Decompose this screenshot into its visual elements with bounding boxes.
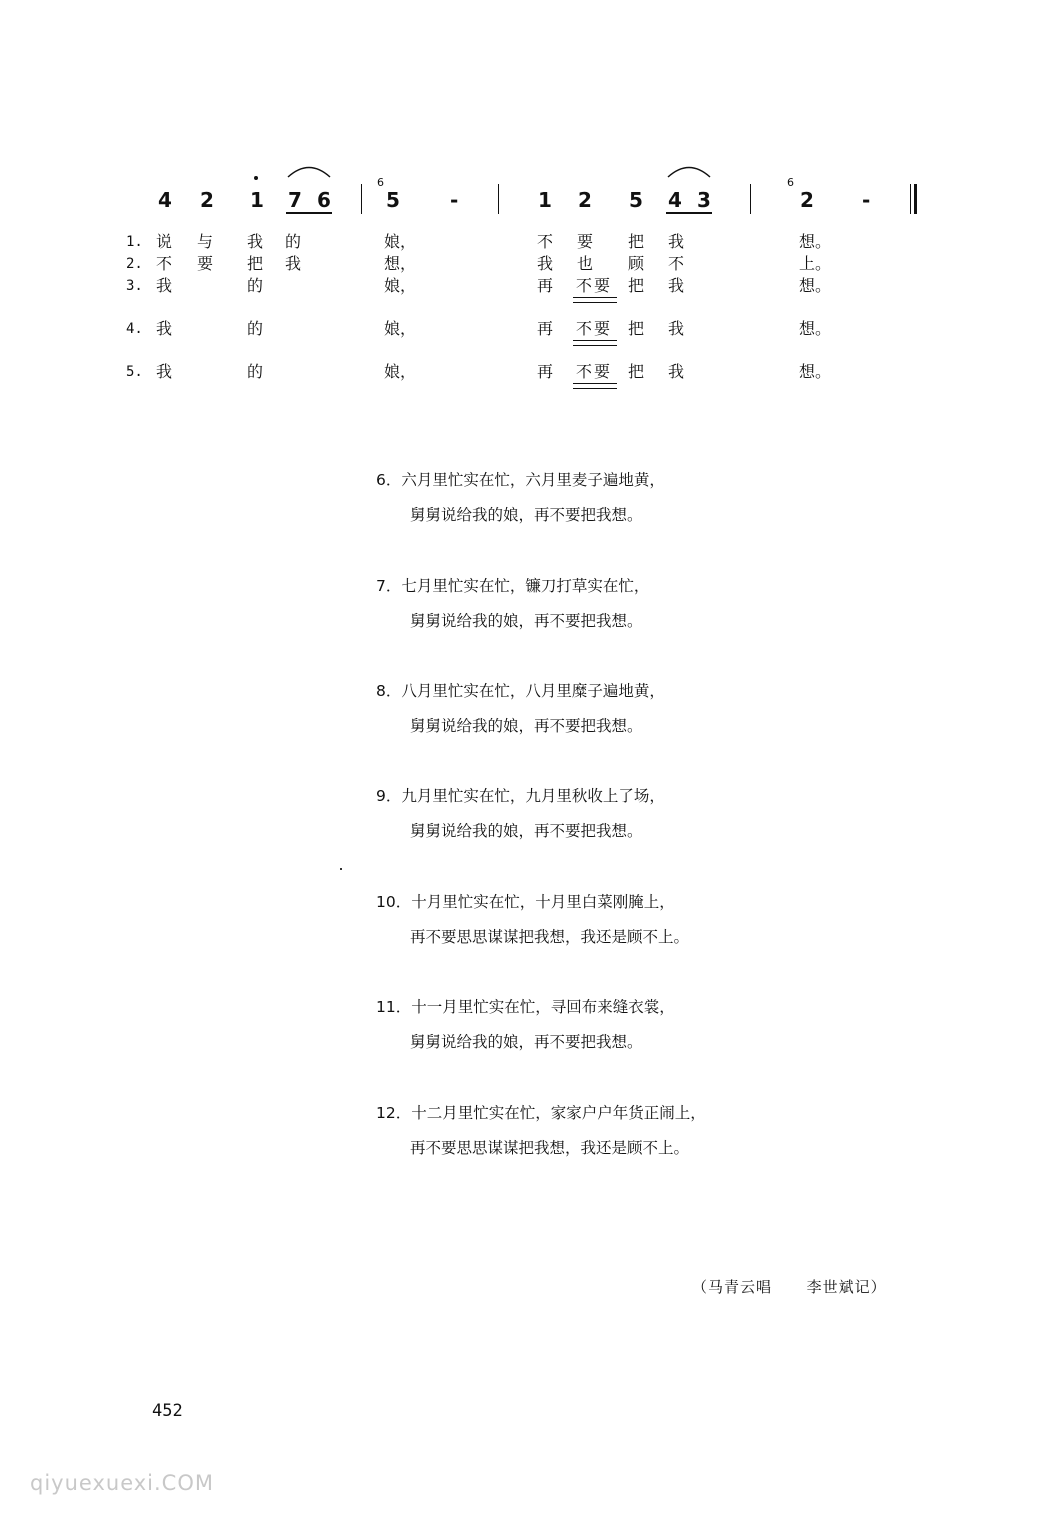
verse-line: 十二月里忙实在忙，家家户户年货正闹上，	[411, 1104, 706, 1122]
eighth-beam	[286, 212, 332, 214]
lyric-char: 把	[628, 232, 645, 251]
verse-number: 11．	[376, 998, 412, 1016]
lyric-char: 要	[577, 232, 594, 251]
lyric-char: 想，	[384, 254, 417, 273]
verse-line: 舅舅说给我的娘，再不要把我想。	[410, 612, 643, 630]
lyric-char: 娘，	[384, 232, 417, 251]
lyric-char: 娘，	[384, 362, 417, 381]
credit-line: （马青云唱 李世斌记）	[692, 1278, 887, 1296]
lyric-char: 顾	[628, 254, 645, 273]
lyric-char: 想。	[799, 276, 832, 295]
lyric-char: 我	[156, 319, 173, 338]
lyric-char: 说	[156, 232, 173, 251]
verse-number: 2.	[126, 256, 143, 272]
verse-line: 舅舅说给我的娘，再不要把我想。	[410, 506, 643, 524]
lyric-char: 我	[668, 232, 685, 251]
lyric-char: 我	[285, 254, 302, 273]
lyric-char: 再	[537, 319, 554, 338]
verse-number: 9．	[376, 787, 402, 805]
verse-line: 舅舅说给我的娘，再不要把我想。	[410, 1033, 643, 1051]
lyric-char: 的	[247, 276, 264, 295]
lyric-char: 不	[668, 254, 685, 273]
lyric-char: 娘，	[384, 319, 417, 338]
note: 7	[288, 188, 302, 212]
note: 3	[697, 188, 711, 212]
verse-line: 再不要思思谋谋把我想，我还是顾不上。	[410, 928, 690, 946]
eighth-beam	[666, 212, 712, 214]
lyric-char: 不	[537, 232, 554, 251]
note: 4	[668, 188, 682, 212]
verse-line: 舅舅说给我的娘，再不要把我想。	[410, 717, 643, 735]
melisma-double-line	[573, 383, 617, 389]
lyric-char: 与	[197, 232, 214, 251]
verse-line: 八月里忙实在忙，八月里糜子遍地黄，	[401, 682, 665, 700]
verse-line: 再不要思思谋谋把我想，我还是顾不上。	[410, 1139, 690, 1157]
verse-line: 六月里忙实在忙，六月里麦子遍地黄，	[401, 471, 665, 489]
lyric-char: 把	[628, 362, 645, 381]
lyric-char: 也	[577, 254, 594, 273]
score-line	[0, 0, 1054, 230]
verse-block	[376, 892, 689, 947]
verse-line: 十月里忙实在忙，十月里白菜刚腌上，	[411, 893, 675, 911]
verse-line: 九月里忙实在忙，九月里秋收上了场，	[401, 787, 665, 805]
note: 1	[538, 188, 552, 212]
note: 5	[386, 188, 400, 212]
verse-block	[376, 681, 665, 736]
verse-block	[376, 997, 675, 1052]
lyric-word: 不要	[576, 362, 613, 381]
grace-note: 6	[377, 176, 384, 189]
lyric-char: 我	[156, 362, 173, 381]
note: -	[450, 188, 459, 212]
lyric-char: 想。	[799, 319, 832, 338]
lyric-char: 我	[668, 276, 685, 295]
lyric-char: 要	[197, 254, 214, 273]
lyric-char: 我	[247, 232, 264, 251]
lyric-char: 我	[156, 276, 173, 295]
verse-block	[376, 470, 665, 525]
grace-note: 6	[787, 176, 794, 189]
verse-block	[376, 576, 649, 631]
watermark: qiyuexuexi.COM	[30, 1471, 214, 1495]
note: 1	[250, 188, 264, 212]
note: 5	[629, 188, 643, 212]
lyric-char: 把	[247, 254, 264, 273]
lyric-char: 把	[628, 276, 645, 295]
lyric-char: 的	[285, 232, 302, 251]
final-bar-line-thick	[914, 184, 917, 214]
lyric-char: 娘，	[384, 276, 417, 295]
lyric-char: 的	[247, 362, 264, 381]
lyric-char: 不	[156, 254, 173, 273]
slur-icon	[286, 164, 332, 178]
lyric-char: 我	[537, 254, 554, 273]
lyric-char: 想。	[799, 362, 832, 381]
verse-number: 10．	[376, 893, 412, 911]
lyric-word: 不要	[576, 276, 613, 295]
bar-line	[361, 184, 362, 214]
lyric-char: 再	[537, 276, 554, 295]
verse-line: 舅舅说给我的娘，再不要把我想。	[410, 822, 643, 840]
bar-line	[498, 184, 499, 214]
note: 2	[800, 188, 814, 212]
note: 4	[158, 188, 172, 212]
lyric-char: 再	[537, 362, 554, 381]
verse-number: 8．	[376, 682, 402, 700]
verse-number: 12．	[376, 1104, 412, 1122]
verse-number: 7．	[376, 577, 402, 595]
lyric-char: 我	[668, 319, 685, 338]
bar-line	[750, 184, 751, 214]
note: 2	[200, 188, 214, 212]
lyric-char: 上。	[799, 254, 832, 273]
note: 6	[317, 188, 331, 212]
melisma-double-line	[573, 340, 617, 346]
lyric-char: 把	[628, 319, 645, 338]
verse-number: 6．	[376, 471, 402, 489]
lyric-char: 想。	[799, 232, 832, 251]
verse-number: 1.	[126, 234, 143, 250]
verse-block	[376, 1103, 706, 1158]
melisma-double-line	[573, 297, 617, 303]
verse-block	[376, 786, 665, 841]
page-number: 452	[152, 1401, 183, 1421]
slur-icon	[666, 164, 712, 178]
verse-line: 十一月里忙实在忙，寻回布来缝衣裳，	[411, 998, 675, 1016]
note: 2	[578, 188, 592, 212]
final-bar-line	[910, 184, 911, 214]
verse-number: 5.	[126, 364, 143, 380]
verse-number: 3.	[126, 278, 143, 294]
high-octave-dot	[254, 176, 258, 180]
verse-line: 七月里忙实在忙，镰刀打草实在忙，	[401, 577, 650, 595]
verse-number: 4.	[126, 321, 143, 337]
lyric-char: 的	[247, 319, 264, 338]
lyric-word: 不要	[576, 319, 613, 338]
lyric-char: 我	[668, 362, 685, 381]
stray-dot	[340, 868, 342, 870]
note: -	[862, 188, 871, 212]
